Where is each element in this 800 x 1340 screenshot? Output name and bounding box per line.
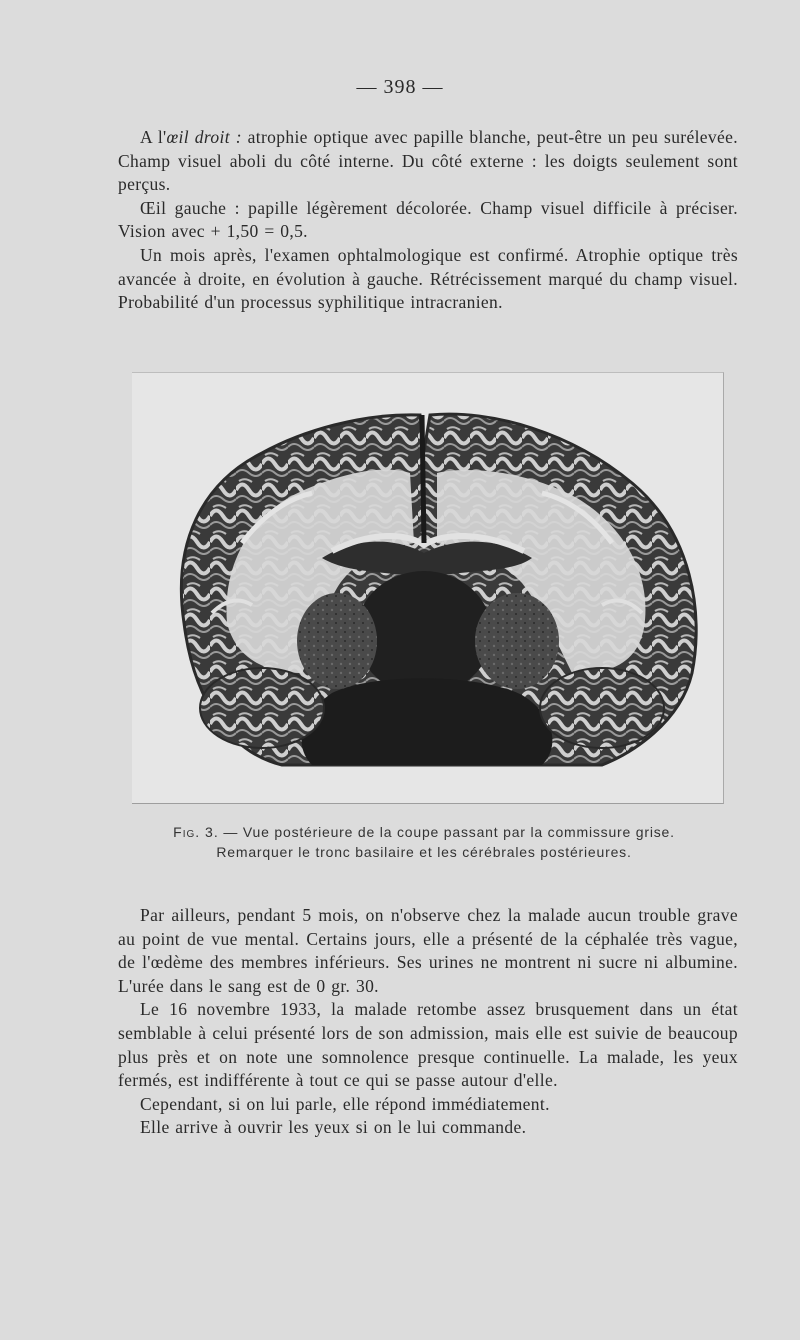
paragraph-prefix: A l' <box>140 127 167 147</box>
paragraph-oeil-droit <box>118 126 738 197</box>
bottom-text-block <box>118 904 738 1140</box>
brain-section-image <box>132 373 722 803</box>
brain-section-photograph <box>132 372 724 804</box>
paragraph-par-ailleurs: Par ailleurs, pendant 5 mois, on n'observe chez la malade aucun trouble grave au point de vue mental. Certains jours, elle a présenté de la céphalée très vague, de l'œdème des membres inférieurs. Ses urines ne montrent ni sucre ni albumine. L'urée dans le sang est de 0 gr. 30. <box>118 905 738 996</box>
paragraph-rest: atrophie optique avec papille blanche, peut-être un peu surélevée. Champ visuel aboli du côté interne. Du côté externe : les doigts seulement sont perçus. <box>118 127 738 195</box>
caption-line-2: Remarquer le tronc basilaire et les cérébrales postérieures. <box>216 844 632 860</box>
paragraph-elle-arrive: Elle arrive à ouvrir les yeux si on le lui commande. <box>140 1117 527 1138</box>
top-text-block <box>118 126 738 315</box>
caption-line-1 <box>110 822 738 842</box>
figure-caption <box>110 822 738 862</box>
paragraph-16-novembre: Le 16 novembre 1933, la malade retombe assez brusquement dans un état semblable à celui présenté lors de son admission, mais elle est suivie de beaucoup plus près et on note une somnolence presque continuelle. La malade, les yeux fermés, est indifférente à tout ce qui se passe autour d'elle. <box>118 999 738 1091</box>
paragraph-oeil-gauche: Œil gauche : papille légèrement décolorée. Champ visuel difficile à préciser. Vision avec + 1,50 = 0,5. <box>118 197 738 242</box>
paragraph-examen: Un mois après, l'examen ophtalmologique est confirmé. Atrophie optique très avancée à droite, en évolution à gauche. Rétrécissement marqué du champ visuel. Probabilité d'un processus syphilitique intracranien. <box>118 244 738 313</box>
paragraph-cependant: Cependant, si on lui parle, elle répond immédiatement. <box>140 1093 550 1114</box>
figure-label: Fig. 3. <box>173 824 219 840</box>
italic-term-oeil-droit: œil droit : <box>166 127 242 147</box>
caption-text-1: — Vue postérieure de la coupe passant par la commissure grise. <box>218 824 675 840</box>
page-number: — 398 — <box>356 76 444 98</box>
